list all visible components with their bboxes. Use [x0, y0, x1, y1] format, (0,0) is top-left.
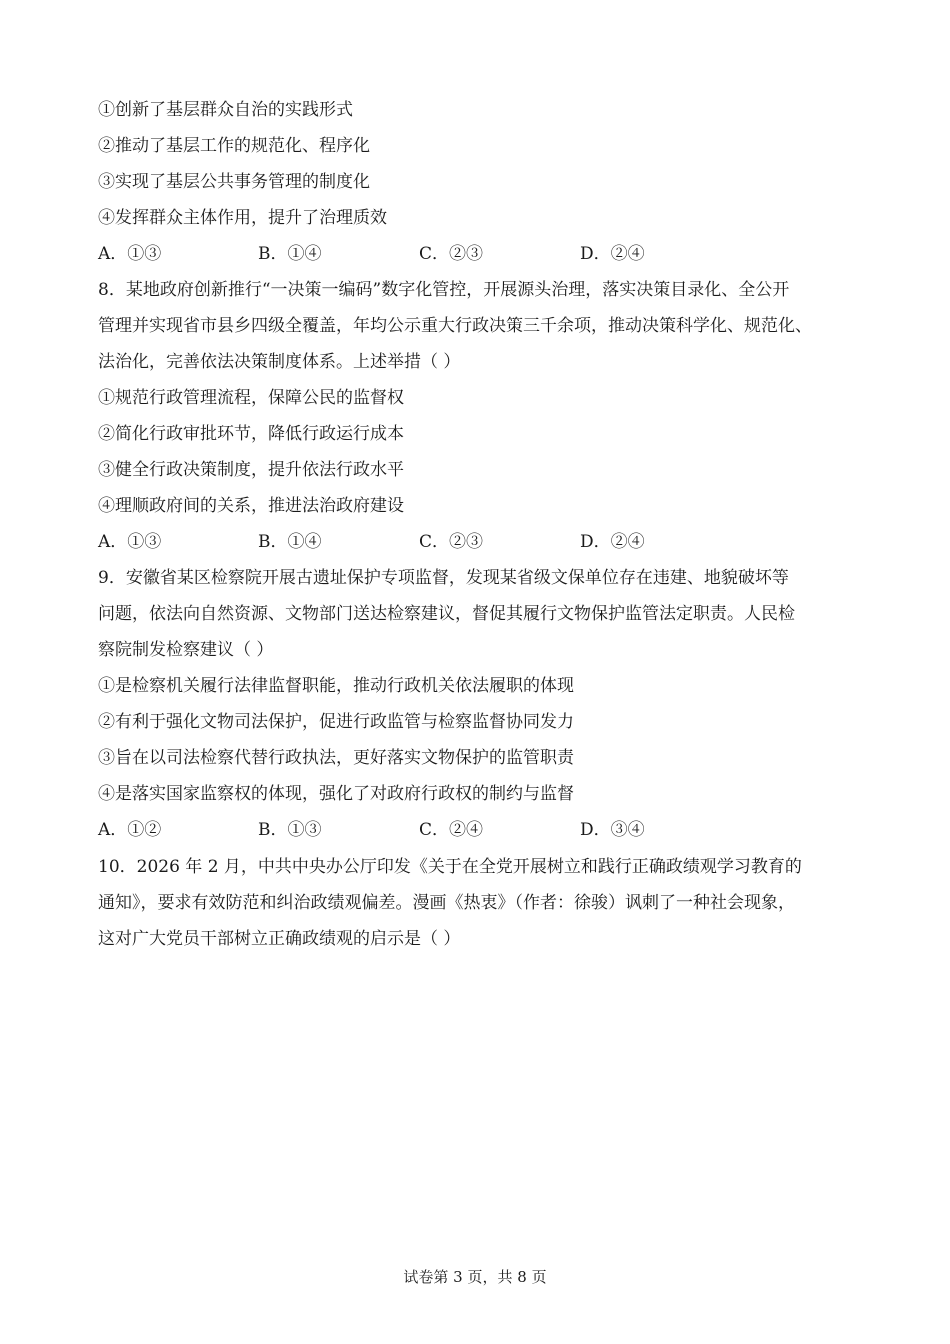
q10-stem-line-1: 10．2026 年 2 月，中共中央办公厅印发《关于在全党开展树立和践行正确政绩观学习教育的 [98, 857, 802, 877]
q9-statement-4: ④是落实国家监察权的体现，强化了对政府行政权的制约与监督 [98, 784, 574, 804]
q8-stem-line-3: 法治化，完善依法决策制度体系。上述举措（ ） [98, 352, 461, 372]
q7-statement-1: ①创新了基层群众自治的实践形式 [98, 100, 353, 120]
q9-option-c: C．②④ [419, 820, 484, 840]
q9-stem-line-2: 问题，依法向自然资源、文物部门送达检察建议，督促其履行文物保护监管法定职责。人民检 [98, 604, 795, 624]
q8-statement-2: ②简化行政审批环节，降低行政运行成本 [98, 424, 404, 444]
q8-option-b: B．①④ [258, 532, 322, 552]
q9-stem-line-1: 9．安徽省某区检察院开展古遗址保护专项监督，发现某省级文保单位存在违建、地貌破坏等 [98, 568, 789, 588]
q10-stem-line-2: 通知》，要求有效防范和纠治政绩观偏差。漫画《热衷》（作者：徐骏）讽刺了一种社会现象， [98, 893, 795, 913]
q7-option-c: C．②③ [419, 244, 484, 264]
q7-statement-3: ③实现了基层公共事务管理的制度化 [98, 172, 370, 192]
q8-options [98, 530, 868, 554]
q7-option-a: A．①③ [98, 244, 162, 264]
q7-option-b: B．①④ [258, 244, 322, 264]
q7-statement-2: ②推动了基层工作的规范化、程序化 [98, 136, 370, 156]
q7-statement-4: ④发挥群众主体作用，提升了治理质效 [98, 208, 387, 228]
q9-option-b: B．①③ [258, 820, 322, 840]
q8-stem-line-2: 管理并实现省市县乡四级全覆盖，年均公示重大行政决策三千余项，推动决策科学化、规范化、 [98, 316, 812, 336]
q8-statement-3: ③健全行政决策制度，提升依法行政水平 [98, 460, 404, 480]
q8-statement-4: ④理顺政府间的关系，推进法治政府建设 [98, 496, 404, 516]
q7-option-d: D．②④ [580, 244, 645, 264]
q9-statement-1: ①是检察机关履行法律监督职能，推动行政机关依法履职的体现 [98, 676, 574, 696]
q9-statement-3: ③旨在以司法检察代替行政执法，更好落实文物保护的监管职责 [98, 748, 574, 768]
q8-stem-line-1: 8．某地政府创新推行“一决策一编码”数字化管控，开展源头治理，落实决策目录化、全公开 [98, 280, 790, 300]
q9-option-d: D．③④ [580, 820, 645, 840]
q9-stem-line-3: 察院制发检察建议（ ） [98, 640, 274, 660]
page-footer: 试卷第 3 页，共 8 页 [403, 1268, 547, 1286]
q9-options [98, 818, 868, 842]
q9-statement-2: ②有利于强化文物司法保护，促进行政监管与检察监督协同发力 [98, 712, 574, 732]
q8-option-a: A．①③ [98, 532, 162, 552]
q9-option-a: A．①② [98, 820, 162, 840]
q10-stem-line-3: 这对广大党员干部树立正确政绩观的启示是（ ） [98, 929, 461, 949]
q8-option-c: C．②③ [419, 532, 484, 552]
q8-option-d: D．②④ [580, 532, 645, 552]
q8-statement-1: ①规范行政管理流程，保障公民的监督权 [98, 388, 404, 408]
q7-options [98, 242, 868, 266]
